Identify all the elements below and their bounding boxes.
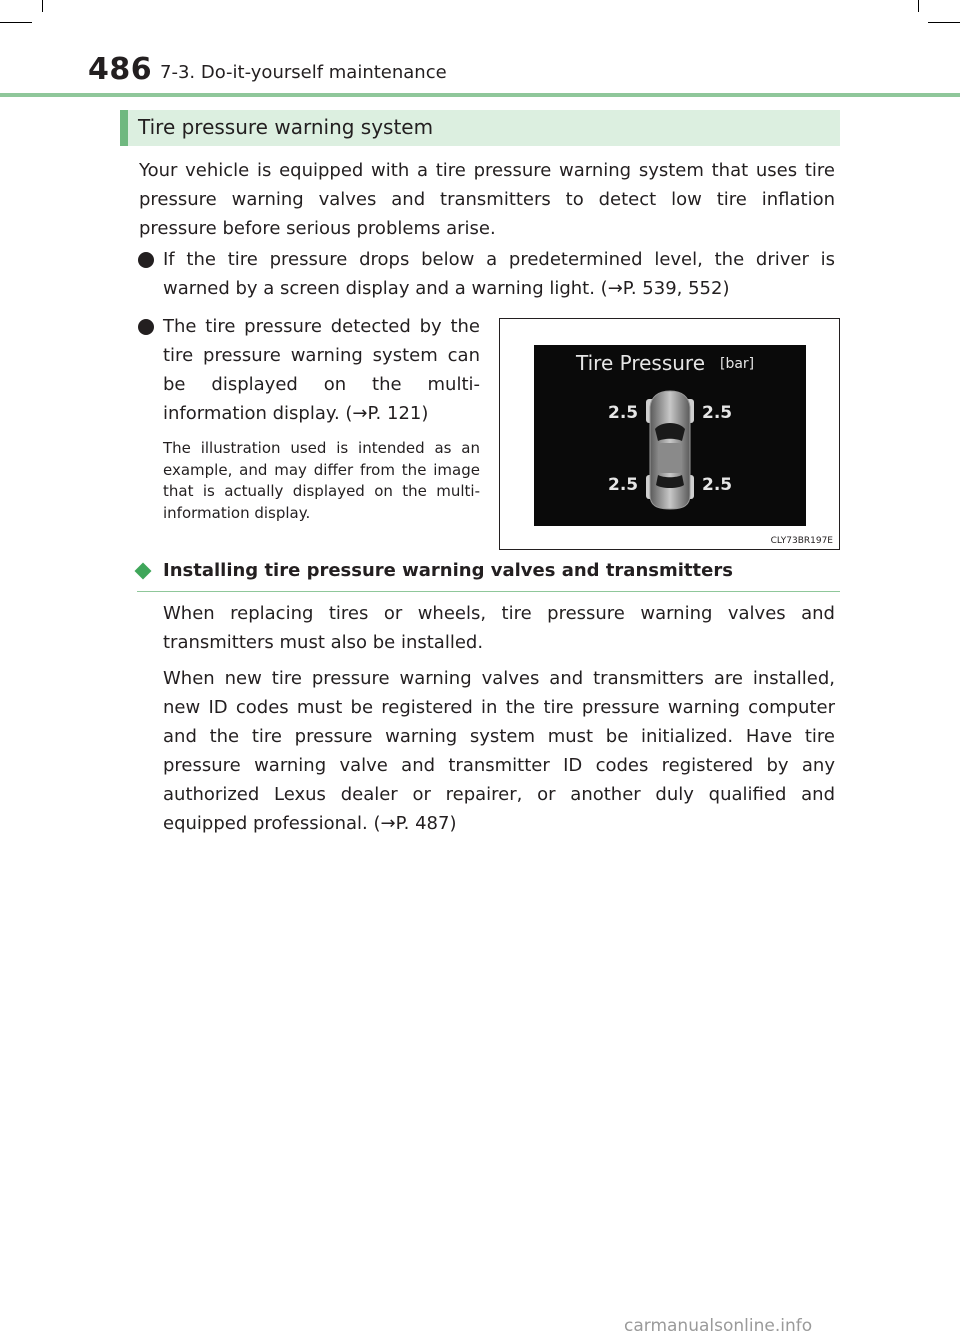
figure-caption: The illustration used is intended as an example, and may differ from the image that is actually displayed on the multi-information display. <box>163 439 480 522</box>
subsection-rule <box>137 591 840 592</box>
bullet-dot-2 <box>138 319 154 335</box>
tire-value-rear-right: 2.5 <box>702 475 733 495</box>
watermark: carmanualsonline.info <box>624 1316 813 1336</box>
car-top-view-icon <box>534 345 806 526</box>
multi-information-display <box>534 345 806 526</box>
screen-title: Tire Pressure <box>576 351 706 375</box>
tire-value-rear-left: 2.5 <box>608 475 639 495</box>
section-accent <box>120 110 128 146</box>
page-number: 486 <box>88 52 153 87</box>
diamond-bullet-icon <box>135 563 152 580</box>
crop-mark-right <box>928 22 960 23</box>
subsection-paragraph-2: When new tire pressure warning valves and transmitters are installed, new ID codes must be registered in the tire pressure warning computer and the tire pressure warning system must be initialized. Have tire pressure warning valve and transmitter ID codes registered by any authorized Lexus dealer or repairer, or another duly qualified and equipped professional. (→P. 487) <box>163 668 835 834</box>
tire-value-front-right: 2.5 <box>702 403 733 423</box>
screen-unit: [bar] <box>720 356 755 372</box>
subsection-heading: Installing tire pressure warning valves and transmitters <box>163 560 733 581</box>
tire-pressure-figure <box>499 318 840 550</box>
section-title: Tire pressure warning system <box>138 115 434 139</box>
header-rule <box>0 93 960 97</box>
section-title-bar <box>120 110 840 146</box>
crop-mark-left <box>0 22 32 23</box>
bullet-1-text: If the tire pressure drops below a predetermined level, the driver is warned by a screen display and a warning light. (→P. 539, 552) <box>163 249 835 299</box>
crop-mark-left-vertical <box>42 0 43 12</box>
tire-value-front-left: 2.5 <box>608 403 639 423</box>
bullet-2-text: The tire pressure detected by the tire pressure warning system can be displayed on the multi-information display. (→P. 121) <box>163 316 480 424</box>
intro-paragraph: Your vehicle is equipped with a tire pressure warning system that uses tire pressure warning valves and transmitters to detect low tire inflation pressure before serious problems arise. <box>139 160 835 239</box>
crop-mark-right-vertical <box>918 0 919 12</box>
subsection-paragraph-1: When replacing tires or wheels, tire pressure warning valves and transmitters must also be installed. <box>163 603 835 653</box>
figure-code: CLY73BR197E <box>770 536 833 546</box>
bullet-dot-1 <box>138 252 154 268</box>
chapter-title: 7-3. Do-it-yourself maintenance <box>160 62 447 83</box>
